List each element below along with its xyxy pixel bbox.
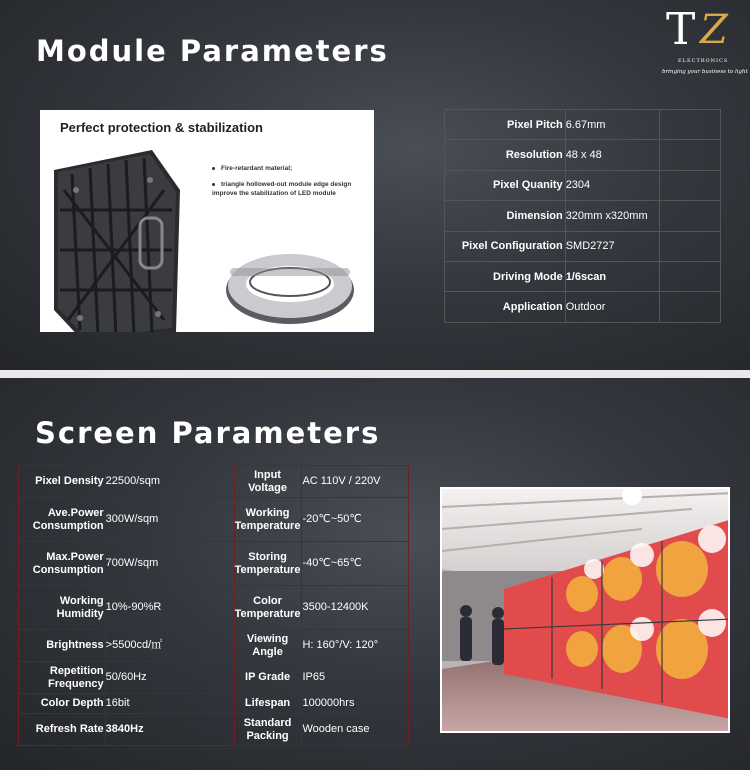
screen-parameters-table xyxy=(18,465,409,746)
module-param-blank xyxy=(660,140,721,170)
screen-param-label: Lifespan xyxy=(234,694,302,714)
module-param-row xyxy=(445,231,721,261)
module-parameters-title: Module Parameters xyxy=(36,34,389,68)
module-param-label: Application xyxy=(445,292,566,322)
module-param-row xyxy=(445,170,721,200)
module-param-row xyxy=(445,292,721,322)
logo-tagline: bringing your business to light xyxy=(662,69,748,75)
module-param-value: 1/6scan xyxy=(565,261,660,291)
module-param-value: SMD2727 xyxy=(565,231,660,261)
module-image-card xyxy=(40,110,374,332)
module-param-blank xyxy=(660,261,721,291)
screen-param-value: H: 160°/V: 120° xyxy=(302,630,409,662)
screen-param-value: 300W/sqm xyxy=(105,498,234,542)
screen-param-row xyxy=(19,498,409,542)
screen-param-label: Working Temperature xyxy=(234,498,302,542)
screen-param-row xyxy=(19,714,409,746)
logo-brand: ELECTRONICS xyxy=(678,58,729,64)
screen-param-value: 3840Hz xyxy=(105,714,234,746)
screen-param-value: 50/60Hz xyxy=(105,662,234,694)
screen-param-label: Input Voltage xyxy=(234,466,302,498)
bullet-fire-retardant: Fire-retardant material; xyxy=(212,164,292,173)
module-param-label: Pixel Pitch xyxy=(445,110,566,140)
screen-param-value: AC 110V / 220V xyxy=(302,466,409,498)
screen-param-label: Color Temperature xyxy=(234,586,302,630)
screen-param-value: -40℃~65℃ xyxy=(302,542,409,586)
bullet-edge-design: triangle hollowed-out module edge design improve the stabilization of LED module xyxy=(212,181,352,197)
screen-param-label: Standard Packing xyxy=(234,714,302,746)
module-param-row xyxy=(445,201,721,231)
screen-param-value: 22500/sqm xyxy=(105,466,234,498)
module-param-blank xyxy=(660,292,721,322)
screen-param-value: -20℃~50℃ xyxy=(302,498,409,542)
module-param-blank xyxy=(660,231,721,261)
module-parameters-table xyxy=(444,109,721,323)
module-param-label: Pixel Configuration xyxy=(445,231,566,261)
module-param-blank xyxy=(660,170,721,200)
company-logo xyxy=(660,4,748,78)
module-param-label: Resolution xyxy=(445,140,566,170)
screen-param-value: 3500-12400K xyxy=(302,586,409,630)
screen-param-value: 700W/sqm xyxy=(105,542,234,586)
led-screen-photo xyxy=(440,487,730,733)
screen-param-value: IP65 xyxy=(302,662,409,694)
screen-param-row xyxy=(19,694,409,714)
module-param-value: Outdoor xyxy=(565,292,660,322)
led-module-image xyxy=(40,110,374,332)
screen-param-value: 100000hrs xyxy=(302,694,409,714)
screen-param-value: 10%-90%R xyxy=(105,586,234,630)
module-parameters-section xyxy=(0,0,750,370)
module-param-label: Dimension xyxy=(445,201,566,231)
module-param-row xyxy=(445,140,721,170)
module-param-value: 48 x 48 xyxy=(565,140,660,170)
screen-param-label: Brightness xyxy=(19,630,106,662)
screen-param-row xyxy=(19,542,409,586)
module-param-label: Driving Mode xyxy=(445,261,566,291)
module-param-value: 320mm x320mm xyxy=(565,201,660,231)
screen-param-label: Repetition Frequency xyxy=(19,662,106,694)
screen-param-label: Refresh Rate xyxy=(19,714,106,746)
screen-parameters-title: Screen Parameters xyxy=(35,416,381,450)
screen-param-label: Color Depth xyxy=(19,694,106,714)
screen-param-label: Max.Power Consumption xyxy=(19,542,106,586)
screen-param-value: >5500cd/㎡ xyxy=(105,630,234,662)
module-param-value: 2304 xyxy=(565,170,660,200)
logo-mark-z: Z xyxy=(700,7,728,53)
screen-param-value: 16bit xyxy=(105,694,234,714)
showroom-image xyxy=(442,489,730,733)
logo-mark-t: T xyxy=(666,4,696,55)
module-param-blank xyxy=(660,201,721,231)
screen-param-row xyxy=(19,630,409,662)
section-divider xyxy=(0,370,750,378)
module-param-blank xyxy=(660,110,721,140)
screen-param-row xyxy=(19,662,409,694)
screen-param-label: Working Humidity xyxy=(19,586,106,630)
module-param-row xyxy=(445,110,721,140)
module-param-value: 6.67mm xyxy=(565,110,660,140)
module-card-title: Perfect protection & stabilization xyxy=(60,120,263,135)
screen-param-label: Ave.Power Consumption xyxy=(19,498,106,542)
screen-parameters-section xyxy=(0,378,750,770)
module-param-label: Pixel Quanity xyxy=(445,170,566,200)
screen-param-label: Viewing Angle xyxy=(234,630,302,662)
screen-param-value: Wooden case xyxy=(302,714,409,746)
screen-param-row xyxy=(19,466,409,498)
screen-param-row xyxy=(19,586,409,630)
screen-param-label: IP Grade xyxy=(234,662,302,694)
module-param-row xyxy=(445,261,721,291)
screen-param-label: Pixel Density xyxy=(19,466,106,498)
screen-param-label: Storing Temperature xyxy=(234,542,302,586)
